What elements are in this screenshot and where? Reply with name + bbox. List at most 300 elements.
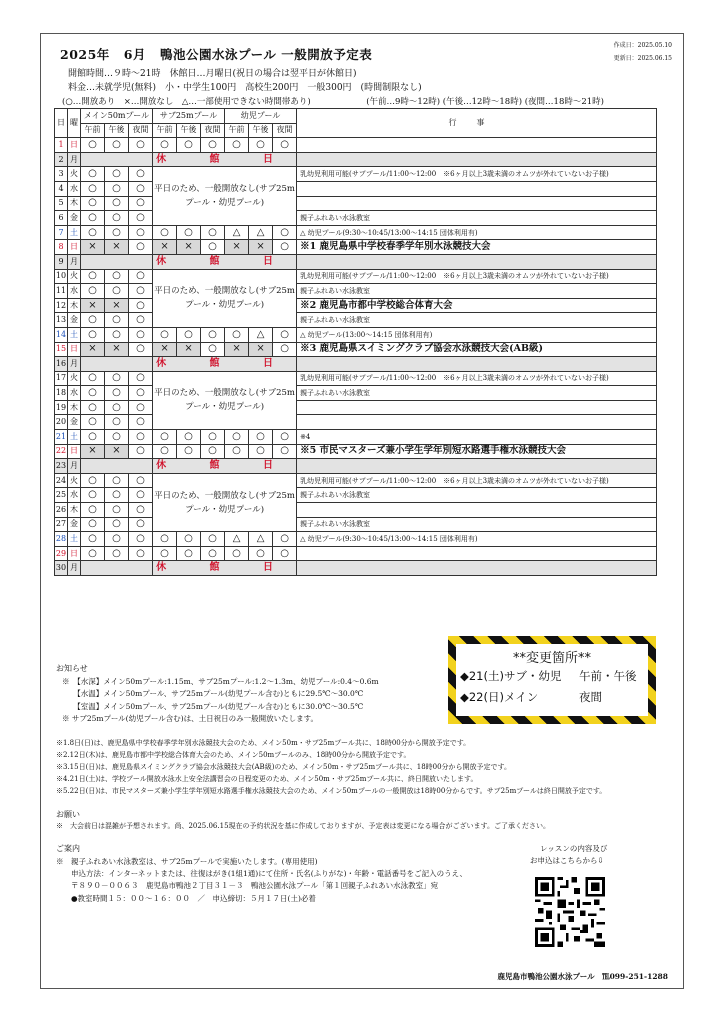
main-pool-status: ×: [105, 342, 129, 357]
kids-pool-status: ○: [273, 546, 297, 561]
schedule-row: [55, 473, 657, 488]
col-kids-pm: 午後: [249, 123, 273, 138]
main-pool-status: ○: [105, 138, 129, 153]
day-cell: 25: [55, 488, 68, 503]
weekday-no-open-note: 平日のため、一般開放なし(サブ25mプール・幼児プール): [153, 167, 297, 225]
event-cell: 親子ふれあい水泳教室: [297, 284, 657, 299]
request-text: ※ 大会前日は混雑が予想されます。尚、2025.06.15現在の予約状況を基に作成しておりますが、予定表は変更になる場合がございます。ご了承ください。: [56, 822, 550, 830]
sub-pool-status: ×: [177, 240, 201, 255]
closed-spacer: [81, 254, 153, 269]
weekday-no-open-note: 平日のため、一般開放なし(サブ25mプール・幼児プール): [153, 269, 297, 327]
kids-pool-status: ×: [225, 240, 249, 255]
weekday-no-open-note: 平日のため、一般開放なし(サブ25mプール・幼児プール): [153, 473, 297, 531]
day-cell: 5: [55, 196, 68, 211]
sub-pool-status: ○: [153, 225, 177, 240]
sub-pool-status: ×: [153, 240, 177, 255]
main-pool-status: ○: [81, 473, 105, 488]
guide-heading: ご案内: [56, 844, 80, 853]
main-pool-status: ○: [81, 532, 105, 547]
event-cell: ※2 鹿児島市都中学校総合体育大会: [297, 298, 657, 313]
main-pool-status: ○: [129, 430, 153, 445]
schedule-row: [55, 532, 657, 547]
kids-pool-status: ○: [273, 444, 297, 459]
weekday-cell: 土: [68, 532, 81, 547]
main-pool-status: ○: [81, 546, 105, 561]
weekday-cell: 金: [68, 517, 81, 532]
main-pool-status: ○: [129, 473, 153, 488]
main-pool-status: ○: [81, 167, 105, 182]
day-cell: 1: [55, 138, 68, 153]
event-cell: 親子ふれあい水泳教室: [297, 517, 657, 532]
col-kids-night: 夜間: [273, 123, 297, 138]
closed-day-label: 休 館 日: [153, 152, 297, 167]
main-pool-status: ○: [129, 488, 153, 503]
main-pool-status: ○: [129, 546, 153, 561]
day-cell: 16: [55, 357, 68, 372]
event-cell: 乳幼児利用可能(サブプール/11:00～12:00 ※6ヶ月以上3歳未満のオムツが外れていないお子様): [297, 473, 657, 488]
event-cell: 乳幼児利用可能(サブプール/11:00～12:00 ※6ヶ月以上3歳未満のオムツが外れていないお子様): [297, 167, 657, 182]
hours-line: 開館時間…９時～21時 休館日…月曜日(祝日の場合は翌平日が休館日): [68, 69, 357, 79]
kids-pool-status: ×: [225, 342, 249, 357]
event-cell: 乳幼児利用可能(サブプール/11:00～12:00 ※6ヶ月以上3歳未満のオムツが外れていないお子様): [297, 371, 657, 386]
main-pool-status: ○: [129, 342, 153, 357]
weekday-cell: 水: [68, 386, 81, 401]
schedule-row: [55, 444, 657, 459]
main-pool-status: ○: [129, 284, 153, 299]
main-pool-status: ○: [105, 284, 129, 299]
closed-spacer: [81, 561, 153, 576]
weekday-cell: 火: [68, 371, 81, 386]
closed-spacer: [297, 357, 657, 372]
main-pool-status: ○: [129, 211, 153, 226]
weekday-cell: 土: [68, 327, 81, 342]
day-cell: 26: [55, 503, 68, 518]
day-cell: 21: [55, 430, 68, 445]
schedule-row: [55, 357, 657, 372]
main-pool-status: ○: [129, 327, 153, 342]
main-pool-status: ○: [105, 181, 129, 196]
info-heading: お知らせ: [56, 664, 88, 673]
change-notice-line-2: ◆22(日)メイン: [460, 690, 539, 704]
weekday-cell: 金: [68, 415, 81, 430]
event-cell: ※1 鹿児島県中学校春季学年別水泳競技大会: [297, 240, 657, 255]
day-cell: 14: [55, 327, 68, 342]
weekday-cell: 木: [68, 196, 81, 211]
event-cell: 親子ふれあい水泳教室: [297, 211, 657, 226]
main-pool-status: ○: [105, 211, 129, 226]
sub-pool-status: ○: [201, 532, 225, 547]
schedule-row: [55, 371, 657, 386]
weekday-cell: 木: [68, 400, 81, 415]
kids-pool-status: △: [249, 532, 273, 547]
main-pool-status: ○: [105, 371, 129, 386]
main-pool-status: ○: [105, 503, 129, 518]
day-cell: 4: [55, 181, 68, 196]
sub-pool-status: ○: [153, 532, 177, 547]
col-main-night: 夜間: [129, 123, 153, 138]
col-kids-am: 午前: [225, 123, 249, 138]
sub-pool-status: ○: [177, 430, 201, 445]
schedule-row: [55, 138, 657, 153]
weekday-cell: 日: [68, 240, 81, 255]
main-pool-status: ○: [129, 167, 153, 182]
weekday-cell: 金: [68, 313, 81, 328]
event-cell: △ 幼児プール(9:30～10:45/13:00～14:15 団体利用有): [297, 532, 657, 547]
main-pool-status: ○: [105, 269, 129, 284]
closed-day-label: 休 館 日: [153, 357, 297, 372]
weekday-cell: 月: [68, 152, 81, 167]
main-pool-status: ○: [105, 196, 129, 211]
kids-pool-status: △: [249, 225, 273, 240]
schedule-row: [55, 327, 657, 342]
main-pool-status: ○: [129, 517, 153, 532]
info-depth: ※ 【水深】メイン50mプール:1.15m、サブ25mプール:1.2～1.3m、幼児プール:0.4～0.6m: [62, 677, 379, 686]
day-cell: 28: [55, 532, 68, 547]
main-pool-status: ○: [81, 386, 105, 401]
col-main-pool: メイン50mプール: [81, 109, 153, 124]
kids-pool-status: ○: [249, 138, 273, 153]
closed-spacer: [297, 459, 657, 474]
schedule-row: [55, 298, 657, 313]
main-pool-status: ○: [105, 517, 129, 532]
sub-pool-status: ○: [153, 430, 177, 445]
kids-pool-status: ○: [273, 430, 297, 445]
weekday-cell: 火: [68, 269, 81, 284]
sub-pool-status: ○: [201, 138, 225, 153]
main-pool-status: ○: [105, 488, 129, 503]
main-pool-status: ○: [129, 240, 153, 255]
guide-line-4: ●教室時間１５：００～１６：００ ／ 申込締切：５月１７日(土)必着: [56, 894, 316, 903]
main-pool-status: ○: [129, 313, 153, 328]
sub-pool-status: ○: [177, 327, 201, 342]
main-pool-status: ○: [81, 211, 105, 226]
main-pool-status: ○: [129, 386, 153, 401]
col-weekday: 曜: [68, 109, 81, 138]
kids-pool-status: ×: [249, 240, 273, 255]
closed-day-label: 休 館 日: [153, 254, 297, 269]
col-sub-am: 午前: [153, 123, 177, 138]
kids-pool-status: ○: [225, 327, 249, 342]
day-cell: 20: [55, 415, 68, 430]
sub-pool-status: ○: [153, 327, 177, 342]
kids-pool-status: ○: [273, 532, 297, 547]
closed-spacer: [81, 357, 153, 372]
day-cell: 23: [55, 459, 68, 474]
main-pool-status: ○: [81, 225, 105, 240]
event-cell: [297, 138, 657, 153]
main-pool-status: ×: [105, 298, 129, 313]
main-pool-status: ○: [81, 503, 105, 518]
main-pool-status: ○: [129, 400, 153, 415]
schedule-row: [55, 152, 657, 167]
day-cell: 11: [55, 284, 68, 299]
main-pool-status: ○: [129, 371, 153, 386]
schedule-row: [55, 167, 657, 182]
main-pool-status: ○: [105, 415, 129, 430]
change-notice-title: **変更箇所**: [512, 651, 591, 666]
note-4: ※4.21日(土)は、学校プール開放水泳水上安全法講習会の日程変更のため、メイン50m・サブ25mプール共に、終日開放いたします。: [56, 775, 478, 783]
schedule-row: [55, 342, 657, 357]
sub-pool-status: ○: [201, 240, 225, 255]
change-notice-box: [448, 636, 656, 724]
main-pool-status: ○: [105, 400, 129, 415]
day-cell: 19: [55, 400, 68, 415]
event-cell: ※5 市民マスターズ兼小学生学年別短水路選手権水泳競技大会: [297, 444, 657, 459]
day-cell: 13: [55, 313, 68, 328]
schedule-row: [55, 459, 657, 474]
weekday-cell: 火: [68, 473, 81, 488]
closed-spacer: [297, 561, 657, 576]
weekday-cell: 日: [68, 138, 81, 153]
main-pool-status: ○: [129, 196, 153, 211]
page-title: 2025年 6月 鴨池公園水泳プール 一般開放予定表: [60, 47, 373, 62]
main-pool-status: ○: [81, 313, 105, 328]
day-cell: 18: [55, 386, 68, 401]
day-cell: 30: [55, 561, 68, 576]
schedule-row: [55, 211, 657, 226]
fee-line: 料金…未就学児(無料) 小・中学生100円 高校生200円 一般300円 (時間制限なし): [68, 83, 422, 93]
closed-day-label: 休 館 日: [153, 459, 297, 474]
sub-pool-status: ○: [201, 430, 225, 445]
day-cell: 15: [55, 342, 68, 357]
change-notice-line-1: ◆21(土)サブ・幼児: [460, 669, 562, 683]
main-pool-status: ○: [129, 298, 153, 313]
main-pool-status: ○: [105, 313, 129, 328]
col-kids-pool: 幼児プール: [225, 109, 297, 124]
day-cell: 3: [55, 167, 68, 182]
kids-pool-status: ×: [249, 342, 273, 357]
kids-pool-status: ○: [273, 138, 297, 153]
event-cell: △ 幼児プール(9:30～10:45/13:00～14:15 団体利用有): [297, 225, 657, 240]
sub-pool-status: ○: [177, 444, 201, 459]
weekday-cell: 水: [68, 284, 81, 299]
sub-pool-status: ○: [177, 138, 201, 153]
day-cell: 17: [55, 371, 68, 386]
weekday-cell: 水: [68, 181, 81, 196]
day-cell: 27: [55, 517, 68, 532]
weekday-cell: 月: [68, 357, 81, 372]
main-pool-status: ○: [81, 138, 105, 153]
main-pool-status: ○: [81, 488, 105, 503]
event-cell: [297, 503, 657, 518]
schedule-row: [55, 196, 657, 211]
day-cell: 10: [55, 269, 68, 284]
note-1: ※1.8日(日)は、鹿児島県中学校春季学年別水泳競技大会のため、メイン50m・サブ25mプール共に、18時00分から開放予定です。: [56, 739, 471, 747]
col-sub-night: 夜間: [201, 123, 225, 138]
closed-spacer: [297, 152, 657, 167]
kids-pool-status: ○: [273, 342, 297, 357]
schedule-row: [55, 430, 657, 445]
main-pool-status: ○: [129, 138, 153, 153]
day-cell: 6: [55, 211, 68, 226]
schedule-row: [55, 561, 657, 576]
sub-pool-status: ○: [201, 546, 225, 561]
qr-caption-1: レッスンの内容及び: [540, 844, 608, 853]
sub-pool-status: ○: [153, 546, 177, 561]
weekday-no-open-note: 平日のため、一般開放なし(サブ25mプール・幼児プール): [153, 371, 297, 429]
closed-spacer: [81, 459, 153, 474]
kids-pool-status: △: [249, 327, 273, 342]
weekday-cell: 月: [68, 459, 81, 474]
event-cell: △ 幼児プール(13:00～14:15 団体利用有): [297, 327, 657, 342]
main-pool-status: ×: [81, 342, 105, 357]
closed-spacer: [81, 152, 153, 167]
schedule-row: [55, 488, 657, 503]
col-sub-pm: 午後: [177, 123, 201, 138]
change-notice-line-1-detail: 午前・午後: [579, 669, 637, 683]
schedule-row: [55, 225, 657, 240]
change-notice-line-2-detail: 夜間: [579, 690, 602, 704]
kids-pool-status: ○: [273, 327, 297, 342]
main-pool-status: ○: [129, 225, 153, 240]
col-main-am: 午前: [81, 123, 105, 138]
weekday-cell: 火: [68, 167, 81, 182]
closed-day-label: 休 館 日: [153, 561, 297, 576]
main-pool-status: ×: [105, 444, 129, 459]
updated-date: 更新日：2025.06.15: [613, 55, 672, 62]
event-cell: 親子ふれあい水泳教室: [297, 386, 657, 401]
main-pool-status: ×: [81, 444, 105, 459]
main-pool-status: ○: [129, 444, 153, 459]
main-pool-status: ○: [81, 400, 105, 415]
weekday-cell: 木: [68, 503, 81, 518]
schedule-row: [55, 400, 657, 415]
sub-pool-status: ○: [201, 225, 225, 240]
main-pool-status: ×: [105, 240, 129, 255]
event-cell: [297, 181, 657, 196]
period-legend: (午前…9時～12時) (午後…12時～18時) (夜間…18時～21時): [366, 97, 604, 107]
main-pool-status: ○: [81, 284, 105, 299]
weekday-cell: 木: [68, 298, 81, 313]
sub-pool-status: ○: [177, 532, 201, 547]
day-cell: 7: [55, 225, 68, 240]
schedule-row: [55, 386, 657, 401]
sub-pool-status: ○: [201, 444, 225, 459]
event-cell: ※3 鹿児島県スイミングクラブ協会水泳競技大会(AB級): [297, 342, 657, 357]
kids-pool-status: ○: [273, 225, 297, 240]
weekday-cell: 月: [68, 561, 81, 576]
schedule-row: [55, 181, 657, 196]
weekday-cell: 水: [68, 488, 81, 503]
kids-pool-status: ○: [225, 546, 249, 561]
main-pool-status: ○: [105, 473, 129, 488]
event-cell: [297, 415, 657, 430]
event-cell: ※4: [297, 430, 657, 445]
weekday-cell: 金: [68, 211, 81, 226]
schedule-row: [55, 503, 657, 518]
footer-contact: 鹿児島市鴨池公園水泳プール ℡099-251-1288: [497, 972, 668, 981]
note-3: ※3.15日(日)は、鹿児島県スイミングクラブ協会水泳競技大会(AB級)のため、メイン50m・サブ25mプール共に、18時00分から開放予定です。: [56, 763, 512, 771]
main-pool-status: ○: [105, 546, 129, 561]
event-cell: [297, 546, 657, 561]
event-cell: 親子ふれあい水泳教室: [297, 313, 657, 328]
col-main-pm: 午後: [105, 123, 129, 138]
schedule-row: [55, 313, 657, 328]
event-cell: 乳幼児利用可能(サブプール/11:00～12:00 ※6ヶ月以上3歳未満のオムツが外れていないお子様): [297, 269, 657, 284]
main-pool-status: ×: [81, 240, 105, 255]
col-sub-pool: サブ25mプール: [153, 109, 225, 124]
guide-line-2: 申込方法：インターネットまたは、往復はがき(1組1通)にて住所・氏名(ふりがな)・年齢・電話番号をご記入のうえ、: [56, 869, 468, 878]
main-pool-status: ○: [129, 415, 153, 430]
sub-pool-status: ○: [177, 225, 201, 240]
info-room-temp: 【室温】メイン50mプール、サブ25mプール(幼児プール含む)ともに30.0℃～30.5℃: [62, 702, 364, 711]
main-pool-status: ○: [129, 269, 153, 284]
sub-pool-status: ○: [153, 444, 177, 459]
main-pool-status: ○: [81, 415, 105, 430]
main-pool-status: ○: [81, 517, 105, 532]
kids-pool-status: ○: [249, 546, 273, 561]
sub-pool-status: ○: [201, 327, 225, 342]
day-cell: 22: [55, 444, 68, 459]
main-pool-status: ○: [105, 430, 129, 445]
qr-caption-2: お申込はこちらから⇩: [530, 856, 604, 865]
kids-pool-status: ○: [225, 138, 249, 153]
main-pool-status: ○: [81, 327, 105, 342]
request-heading: お願い: [56, 810, 80, 819]
note-5: ※5.22日(日)は、市民マスターズ兼小学生学年別短水路選手権水泳競技大会のため、メイン50mプールの一般開放は18時00分からです。サブ25mプールは終日開放予定です。: [56, 787, 607, 795]
qr-code-icon[interactable]: [535, 877, 605, 947]
guide-line-3: 〒８９０－００６３ 鹿児島市鴨池２丁目３１－３ 鴨池公園水泳プール「第１回親子ふれあい水泳教室」宛: [56, 881, 439, 890]
guide-line-1: ※ 親子ふれあい水泳教室は、サブ25mプールで実施いたします。(専用使用): [56, 857, 318, 866]
sub-pool-status: ×: [153, 342, 177, 357]
kids-pool-status: △: [225, 225, 249, 240]
main-pool-status: ○: [129, 503, 153, 518]
day-cell: 29: [55, 546, 68, 561]
legend: (○…開放あり ×…開放なし △…一部使用できない時間帯あり): [62, 97, 311, 107]
event-cell: [297, 400, 657, 415]
created-date: 作成日：2025.05.10: [613, 42, 672, 49]
main-pool-status: ○: [129, 532, 153, 547]
weekday-cell: 土: [68, 430, 81, 445]
kids-pool-status: ○: [225, 444, 249, 459]
event-cell: [297, 196, 657, 211]
main-pool-status: ○: [105, 225, 129, 240]
weekday-cell: 日: [68, 342, 81, 357]
kids-pool-status: ○: [249, 444, 273, 459]
day-cell: 24: [55, 473, 68, 488]
schedule-row: [55, 415, 657, 430]
main-pool-status: ○: [105, 167, 129, 182]
schedule-table: [54, 108, 657, 576]
main-pool-status: ○: [81, 430, 105, 445]
day-cell: 8: [55, 240, 68, 255]
info-water-temp: 【水温】メイン50mプール、サブ25mプール(幼児プール含む)ともに29.5℃～30.0℃: [62, 689, 364, 698]
sub-pool-status: ○: [201, 342, 225, 357]
schedule-row: [55, 284, 657, 299]
schedule-row: [55, 240, 657, 255]
day-cell: 12: [55, 298, 68, 313]
main-pool-status: ○: [105, 327, 129, 342]
weekday-cell: 日: [68, 444, 81, 459]
col-events: 行事: [297, 109, 657, 138]
weekday-cell: 土: [68, 225, 81, 240]
sub-pool-status: ○: [153, 138, 177, 153]
kids-pool-status: ○: [225, 430, 249, 445]
main-pool-status: ○: [105, 386, 129, 401]
schedule-row: [55, 269, 657, 284]
kids-pool-status: ○: [249, 430, 273, 445]
main-pool-status: ○: [129, 181, 153, 196]
weekday-cell: 月: [68, 254, 81, 269]
closed-spacer: [297, 254, 657, 269]
sub-pool-status: ×: [177, 342, 201, 357]
kids-pool-status: △: [225, 532, 249, 547]
schedule-row: [55, 546, 657, 561]
col-day: 日: [55, 109, 68, 138]
main-pool-status: ○: [81, 269, 105, 284]
sub-pool-status: ○: [177, 546, 201, 561]
info-sub-pool-note: ※ サブ25mプール(幼児プール含む)は、土日祝日のみ一般開放いたします。: [62, 714, 319, 723]
